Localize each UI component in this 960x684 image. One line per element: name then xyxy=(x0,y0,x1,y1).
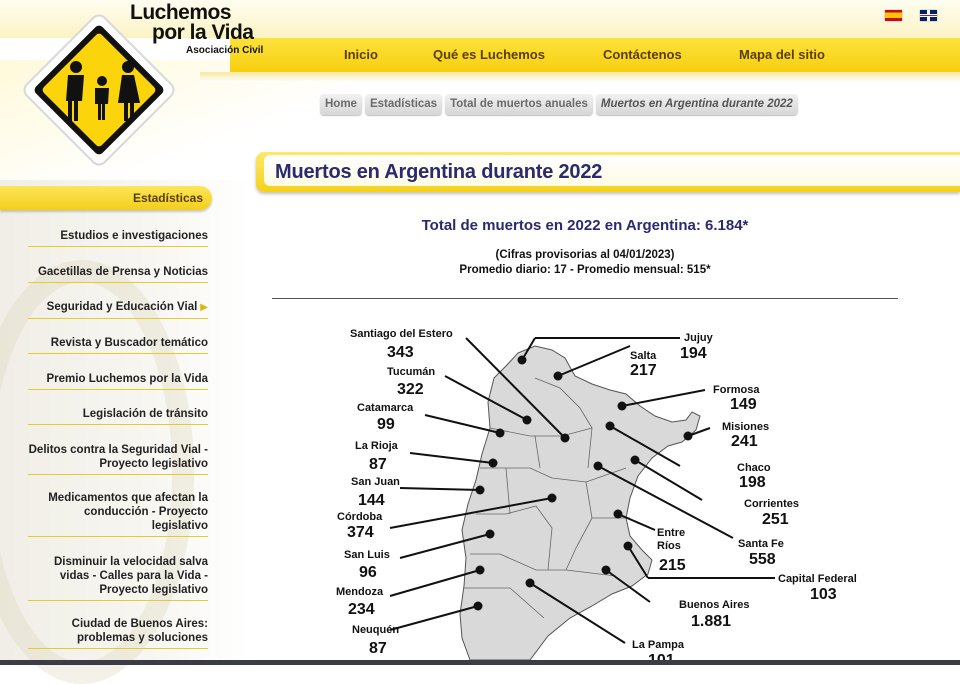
value-san-luis: 96 xyxy=(359,564,377,581)
page-title-bar xyxy=(256,152,960,192)
breadcrumb-estadisticas[interactable]: Estadísticas xyxy=(365,94,442,115)
submenu-arrow-icon: ▶ xyxy=(200,302,208,313)
argentina-map xyxy=(330,318,890,660)
sidebar-item-premio[interactable] xyxy=(28,372,208,390)
sidebar-item-estudios[interactable] xyxy=(28,229,208,247)
label-cordoba: Córdoba xyxy=(337,511,383,523)
sidebar-item-label: Delitos contra la Seguridad Vial - Proyecto legislativo xyxy=(28,444,208,470)
value-cordoba: 374 xyxy=(347,524,374,541)
label-neuquen: Neuquén xyxy=(352,624,400,636)
value-san-juan: 144 xyxy=(358,492,385,509)
english-flag-icon[interactable] xyxy=(920,10,937,21)
provisional-note: (Cifras provisorias al 04/01/2023) xyxy=(495,249,675,261)
sidebar-item-label: Premio Luchemos por la Vida xyxy=(46,373,208,385)
sidebar-item-gacetillas[interactable] xyxy=(28,265,208,283)
brand-line-1: Luchemos xyxy=(130,1,232,24)
brand-line-2: por la Vida xyxy=(152,21,254,44)
value-buenos-aires: 1.881 xyxy=(691,613,732,630)
sidebar-item-velocidad[interactable] xyxy=(28,555,208,601)
breadcrumb-home[interactable]: Home xyxy=(320,94,362,115)
value-chaco: 198 xyxy=(739,474,766,491)
label-san-juan: San Juan xyxy=(351,476,400,488)
value-entre-rios: 215 xyxy=(659,557,686,574)
label-tucuman: Tucumán xyxy=(387,366,436,378)
label-salta: Salta xyxy=(630,350,657,362)
sidebar-item-label: Seguridad y Educación Vial xyxy=(46,301,198,313)
value-tucuman: 322 xyxy=(397,381,424,398)
sidebar-item-label: Ciudad de Buenos Aires: problemas y soluciones xyxy=(71,618,208,644)
value-catamarca: 99 xyxy=(377,416,395,433)
label-entre-rios: Entre xyxy=(657,527,686,539)
value-formosa: 149 xyxy=(730,396,757,413)
main-nav xyxy=(230,38,960,72)
value-mendoza: 234 xyxy=(348,601,375,618)
sidebar-item-label: Legislación de tránsito xyxy=(82,408,208,420)
breadcrumb-total-muertos[interactable]: Total de muertos anuales xyxy=(445,94,593,115)
sidebar-item-ciudad-bsas[interactable] xyxy=(28,617,208,649)
value-neuquen: 87 xyxy=(369,640,387,657)
nav-inicio[interactable]: Inicio xyxy=(344,47,378,62)
label-entre-rios-2: Ríos xyxy=(657,540,681,552)
brand-tagline: Asociación Civil xyxy=(186,45,264,56)
total-deaths-line: Total de muertos en 2022 en Argentina: 6.184* xyxy=(421,217,749,234)
sidebar-heading[interactable] xyxy=(0,186,212,210)
value-misiones: 241 xyxy=(731,433,758,450)
label-mendoza: Mendoza xyxy=(336,586,384,598)
value-la-rioja: 87 xyxy=(369,456,387,473)
language-switcher xyxy=(885,10,937,21)
sidebar-item-label: Disminuir la velocidad salva vidas - Calles para la Vida - Proyecto legislativo xyxy=(53,556,208,596)
value-santa-fe: 558 xyxy=(749,551,776,568)
value-capital-federal: 103 xyxy=(810,586,837,603)
averages-line: Promedio diario: 17 - Promedio mensual: 515* xyxy=(459,264,711,276)
label-capital-federal: Capital Federal xyxy=(778,573,857,585)
label-corrientes: Corrientes xyxy=(744,498,800,510)
page-title: Muertos en Argentina durante 2022 xyxy=(275,161,603,183)
value-jujuy: 194 xyxy=(680,345,707,362)
sidebar-item-seguridad[interactable] xyxy=(28,300,208,319)
spanish-flag-icon[interactable] xyxy=(885,10,902,21)
label-chaco: Chaco xyxy=(737,462,771,474)
sidebar-item-legislacion[interactable] xyxy=(28,407,208,425)
value-salta: 217 xyxy=(630,362,657,379)
label-la-pampa: La Pampa xyxy=(632,639,684,651)
nav-que-es-luchemos[interactable]: Qué es Luchemos xyxy=(433,47,545,62)
label-buenos-aires: Buenos Aires xyxy=(679,599,750,611)
sidebar-item-revista[interactable] xyxy=(28,336,208,354)
sidebar-heading-label: Estadísticas xyxy=(132,191,203,205)
sidebar-item-label: Medicamentos que afectan la conducción - Proyecto legislativo xyxy=(48,492,208,532)
nav-mapa-del-sitio[interactable]: Mapa del sitio xyxy=(739,47,825,62)
argentina-map-outline xyxy=(460,346,700,660)
value-corrientes: 251 xyxy=(762,511,789,528)
sidebar-item-label: Estudios e investigaciones xyxy=(60,230,208,242)
label-catamarca: Catamarca xyxy=(357,402,414,414)
nav-contactenos[interactable]: Contáctenos xyxy=(603,47,682,62)
breadcrumb-current: Muertos en Argentina durante 2022 xyxy=(596,94,798,115)
nav-band-shadow xyxy=(200,72,960,82)
value-santiago-del-estero: 343 xyxy=(387,344,414,361)
label-santa-fe: Santa Fe xyxy=(738,538,784,550)
sidebar-item-label: Revista y Buscador temático xyxy=(50,337,208,349)
label-la-rioja: La Rioja xyxy=(355,440,398,452)
label-misiones: Misiones xyxy=(722,421,770,433)
sidebar-item-label: Gacetillas de Prensa y Noticias xyxy=(37,266,208,278)
sidebar-item-medicamentos[interactable] xyxy=(28,491,208,537)
content-divider xyxy=(272,298,898,299)
label-formosa: Formosa xyxy=(713,384,760,396)
breadcrumb xyxy=(320,94,798,115)
bottom-strip xyxy=(0,660,960,665)
label-jujuy: Jujuy xyxy=(684,332,713,344)
page-title-inner xyxy=(264,155,960,186)
sidebar-item-delitos[interactable] xyxy=(28,443,208,475)
label-san-luis: San Luis xyxy=(344,549,390,561)
label-santiago-del-estero: Santiago del Estero xyxy=(350,328,453,340)
